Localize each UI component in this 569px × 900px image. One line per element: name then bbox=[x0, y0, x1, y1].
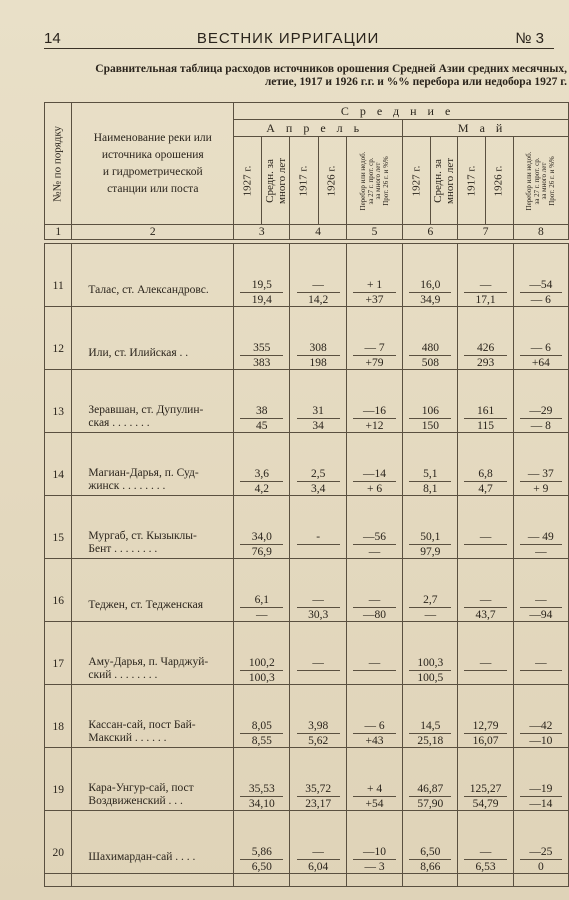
cell-apr bbox=[234, 307, 290, 370]
subheader-april-y1917: 1917 г. bbox=[290, 137, 318, 225]
value-top: — bbox=[464, 593, 506, 608]
value-top: — bbox=[520, 656, 562, 671]
cell-apr-17-26 bbox=[290, 244, 346, 307]
journal-title: ВЕСТНИК ИРРИГАЦИИ bbox=[196, 29, 380, 47]
value-bottom: — 6 bbox=[530, 294, 551, 306]
table-row bbox=[45, 496, 569, 559]
column-number: 1 bbox=[45, 225, 72, 240]
river-name-line: Магиан-Дарья, п. Суд- bbox=[88, 467, 199, 479]
cell-apr-pct bbox=[346, 433, 402, 496]
cell-may-pct bbox=[513, 244, 568, 307]
cell-may bbox=[403, 496, 458, 559]
value-top: — bbox=[353, 656, 396, 671]
cell-may bbox=[403, 685, 458, 748]
cell-apr-17-26 bbox=[290, 307, 346, 370]
value-bottom: 6,53 bbox=[475, 861, 496, 873]
river-name-line: Кассан-сай, пост Бай- bbox=[88, 719, 196, 731]
subheader-line: Средн. за bbox=[432, 158, 445, 203]
value-top: 2,7 bbox=[409, 593, 451, 608]
cell-may-pct bbox=[513, 496, 568, 559]
cell-may bbox=[403, 433, 458, 496]
column-number: 6 bbox=[403, 225, 458, 240]
value-bottom: +64 bbox=[531, 357, 550, 369]
river-name-line: Мургаб, ст. Кызыклы- bbox=[88, 530, 197, 542]
value-bottom: 198 bbox=[309, 357, 327, 369]
value-bottom: + 6 bbox=[366, 483, 383, 495]
value-top: 5,86 bbox=[240, 845, 283, 860]
subheader-may-avg bbox=[430, 137, 458, 225]
value-top: 308 bbox=[297, 341, 340, 356]
table-row bbox=[45, 307, 569, 370]
cell-may-17-26 bbox=[458, 685, 513, 748]
value-bottom: +12 bbox=[365, 420, 384, 432]
value-bottom: 57,90 bbox=[417, 798, 444, 810]
row-number: 20 bbox=[52, 847, 64, 859]
value-bottom: 34,9 bbox=[420, 294, 441, 306]
cell-may-17-26 bbox=[458, 559, 513, 622]
row-number: 13 bbox=[52, 406, 64, 418]
value-bottom: 8,1 bbox=[423, 483, 438, 495]
cell-apr bbox=[234, 496, 290, 559]
cell-may-17-26 bbox=[458, 433, 513, 496]
cell-apr-pct bbox=[346, 622, 402, 685]
cell-may bbox=[403, 559, 458, 622]
value-bottom: 115 bbox=[477, 420, 494, 432]
river-name-line: Макский . . . . . . bbox=[88, 732, 167, 744]
value-top: 100,2 bbox=[240, 656, 283, 671]
cell-apr-17-26 bbox=[290, 496, 346, 559]
cell-may-pct bbox=[513, 748, 568, 811]
river-name-line: Талас, ст. Александровс. bbox=[88, 284, 209, 296]
value-top: — bbox=[353, 593, 396, 608]
table-row bbox=[45, 811, 569, 874]
cell-apr-17-26 bbox=[290, 433, 346, 496]
table-row bbox=[45, 244, 569, 307]
row-number: 15 bbox=[52, 532, 64, 544]
row-number: 12 bbox=[52, 343, 64, 355]
value-bottom: 508 bbox=[421, 357, 439, 369]
value-bottom: —80 bbox=[363, 609, 387, 621]
river-name-line: Зеравшан, ст. Дупулин- bbox=[88, 404, 204, 416]
cell-apr-17-26 bbox=[290, 748, 346, 811]
table-row bbox=[45, 685, 569, 748]
cell-may bbox=[403, 748, 458, 811]
value-bottom: +43 bbox=[365, 735, 384, 747]
river-name bbox=[88, 347, 227, 360]
value-bottom: 5,62 bbox=[308, 735, 329, 747]
column-number: 7 bbox=[458, 225, 513, 240]
value-top: 3,98 bbox=[297, 719, 340, 734]
column-number: 5 bbox=[346, 225, 402, 240]
cell-may-pct bbox=[513, 811, 568, 874]
value-bottom: 97,9 bbox=[420, 546, 441, 558]
river-name bbox=[88, 782, 227, 808]
river-name-line: Шахимардан-сай . . . . bbox=[88, 851, 196, 863]
cell-may-17-26 bbox=[458, 748, 513, 811]
value-bottom: — bbox=[535, 546, 547, 558]
column-number: 8 bbox=[513, 225, 568, 240]
cell-may-pct bbox=[513, 685, 568, 748]
cell-apr bbox=[234, 811, 290, 874]
subheader-line: Прот. 26 г. и %% bbox=[547, 155, 556, 206]
river-name-line: Теджен, ст. Тедженская bbox=[88, 599, 203, 611]
row-number-header: №№ по порядку bbox=[45, 103, 72, 225]
cell-may-17-26 bbox=[458, 811, 513, 874]
subheader-may-y1927: 1927 г. bbox=[403, 137, 431, 225]
row-number: 19 bbox=[52, 784, 64, 796]
table-row bbox=[45, 433, 569, 496]
value-top: — bbox=[464, 656, 506, 671]
value-bottom: —94 bbox=[529, 609, 553, 621]
value-top: 16,0 bbox=[409, 278, 451, 293]
value-bottom: 100,5 bbox=[417, 672, 444, 684]
month-header-may: Май bbox=[403, 120, 569, 137]
row-number: 11 bbox=[52, 280, 64, 292]
river-name bbox=[88, 467, 227, 493]
value-bottom: +37 bbox=[365, 294, 384, 306]
subheader-line: Средн. за bbox=[263, 158, 276, 203]
cell-apr-pct bbox=[346, 307, 402, 370]
cell-apr bbox=[234, 244, 290, 307]
cell-apr-pct bbox=[346, 370, 402, 433]
value-top: —25 bbox=[520, 845, 562, 860]
table-row bbox=[45, 370, 569, 433]
cell-may-17-26 bbox=[458, 496, 513, 559]
value-bottom: 17,1 bbox=[475, 294, 496, 306]
value-bottom: 23,17 bbox=[305, 798, 332, 810]
river-name-line: ская . . . . . . . bbox=[88, 417, 150, 429]
row-number: 18 bbox=[52, 721, 64, 733]
river-name-line: Кара-Унгур-сай, пост bbox=[88, 782, 194, 794]
river-name-line: Бент . . . . . . . . bbox=[88, 543, 158, 555]
river-name bbox=[88, 851, 227, 864]
value-top: — 37 bbox=[520, 467, 562, 482]
table-row bbox=[45, 748, 569, 811]
cell-apr-17-26 bbox=[290, 685, 346, 748]
page-number: 14 bbox=[44, 29, 61, 47]
value-top: 125,27 bbox=[464, 782, 506, 797]
value-bottom: 4,7 bbox=[478, 483, 493, 495]
value-bottom: 34 bbox=[312, 420, 324, 432]
value-top: —29 bbox=[520, 404, 562, 419]
cell-apr-pct bbox=[346, 244, 402, 307]
cell-may-pct bbox=[513, 370, 568, 433]
value-top: 106 bbox=[409, 404, 451, 419]
subheader-line: Перебор или недоб. bbox=[524, 151, 533, 210]
value-top: — bbox=[297, 656, 340, 671]
row-number: 16 bbox=[52, 595, 64, 607]
cell-may bbox=[403, 811, 458, 874]
river-name-line: жинск . . . . . . . . bbox=[88, 480, 166, 492]
cell-may bbox=[403, 244, 458, 307]
subheader-line: за 27 г. прот. ср. bbox=[366, 157, 375, 205]
value-bottom: 76,9 bbox=[251, 546, 272, 558]
subheader-line: за много лет bbox=[373, 162, 382, 199]
value-bottom: 0 bbox=[537, 861, 544, 873]
cell-may-pct bbox=[513, 433, 568, 496]
value-bottom: —14 bbox=[529, 798, 553, 810]
value-top: — 49 bbox=[520, 530, 562, 545]
value-top: 35,72 bbox=[297, 782, 340, 797]
value-top: —16 bbox=[353, 404, 396, 419]
value-top: + 1 bbox=[353, 278, 396, 293]
value-top: 6,8 bbox=[464, 467, 506, 482]
caption-line-1: Сравнительная таблица расходов источников орошения Средней Азии средних месячных, bbox=[95, 63, 567, 75]
subheader-april-avg bbox=[262, 137, 290, 225]
row-number: 17 bbox=[52, 658, 64, 670]
value-top: —54 bbox=[520, 278, 562, 293]
value-bottom: 4,2 bbox=[254, 483, 269, 495]
value-top: 38 bbox=[240, 404, 283, 419]
value-bottom: 8,66 bbox=[420, 861, 441, 873]
river-name bbox=[88, 284, 227, 297]
value-bottom: — bbox=[256, 609, 268, 621]
value-bottom: 45 bbox=[256, 420, 268, 432]
value-bottom: 19,4 bbox=[251, 294, 272, 306]
subheader-may-y1917: 1917 г. bbox=[458, 137, 486, 225]
value-bottom: 3,4 bbox=[310, 483, 326, 495]
value-bottom: 6,50 bbox=[251, 861, 272, 873]
subheader-april-y1926: 1926 г. bbox=[318, 137, 346, 225]
table-row bbox=[45, 622, 569, 685]
value-top: 6,50 bbox=[409, 845, 451, 860]
month-header-april: Апрель bbox=[234, 120, 403, 137]
subheader-may-y1926: 1926 г. bbox=[486, 137, 514, 225]
value-bottom: 54,79 bbox=[472, 798, 499, 810]
value-bottom: — bbox=[424, 609, 437, 621]
river-name-line: ский . . . . . . . . bbox=[88, 669, 158, 681]
cell-may-pct bbox=[513, 307, 568, 370]
value-top: 50,1 bbox=[409, 530, 451, 545]
value-bottom: — 3 bbox=[364, 861, 385, 873]
cell-apr bbox=[234, 748, 290, 811]
value-bottom: 30,3 bbox=[308, 609, 329, 621]
river-name-line: Или, ст. Илийская . . bbox=[88, 347, 189, 359]
value-bottom: 16,07 bbox=[472, 735, 499, 747]
value-bottom: 25,18 bbox=[417, 735, 444, 747]
value-top: 480 bbox=[409, 341, 451, 356]
value-bottom: 34,10 bbox=[248, 798, 275, 810]
discharge-table bbox=[44, 102, 569, 887]
value-top: —42 bbox=[520, 719, 562, 734]
value-bottom: +79 bbox=[365, 357, 384, 369]
value-bottom: 293 bbox=[476, 357, 495, 369]
value-top: - bbox=[297, 530, 340, 545]
value-top: 100,3 bbox=[409, 656, 451, 671]
subheader-line: за 27 г. прот. ср. bbox=[532, 157, 541, 205]
group-header-averages: Средние bbox=[234, 103, 569, 120]
cell-may-17-26 bbox=[458, 307, 513, 370]
value-top: 31 bbox=[297, 404, 340, 419]
table-row bbox=[45, 559, 569, 622]
value-bottom: 150 bbox=[421, 420, 439, 432]
subheader-line: Перебор или недоб. bbox=[358, 151, 367, 210]
river-name-header-line: станции или поста bbox=[107, 182, 199, 195]
cell-may-pct bbox=[513, 622, 568, 685]
river-name bbox=[88, 719, 227, 745]
value-top: —56 bbox=[353, 530, 396, 545]
value-top: — bbox=[297, 845, 340, 860]
value-top: 2,5 bbox=[297, 467, 340, 482]
running-header bbox=[44, 28, 544, 48]
cell-may-17-26 bbox=[458, 370, 513, 433]
cell-apr-pct bbox=[346, 496, 402, 559]
value-top: 3,6 bbox=[240, 467, 283, 482]
subheader-line: много лет bbox=[444, 157, 457, 204]
value-top: — bbox=[520, 593, 562, 608]
value-top: 6,1 bbox=[240, 593, 283, 608]
cell-apr-17-26 bbox=[290, 622, 346, 685]
river-name-header-line: Наименование реки или bbox=[93, 131, 212, 144]
value-top: 34,0 bbox=[240, 530, 283, 545]
value-bottom: + 9 bbox=[533, 483, 549, 495]
subheader-april-pct bbox=[346, 137, 402, 225]
river-name-header-line: источника орошения bbox=[101, 148, 204, 161]
value-top: — 7 bbox=[353, 341, 396, 356]
subheader-april-y1927: 1927 г. bbox=[234, 137, 262, 225]
river-name-header-line: и гидрометрической bbox=[102, 165, 203, 178]
issue-number: № 3 bbox=[515, 29, 544, 47]
value-top: —19 bbox=[520, 782, 562, 797]
value-top: — bbox=[464, 530, 506, 545]
cell-may bbox=[403, 307, 458, 370]
caption-line-2: летие, 1917 и 1926 г.г. и %% перебора или недобора 1927 г. bbox=[264, 76, 567, 88]
value-bottom: 8,55 bbox=[251, 735, 272, 747]
value-bottom: 43,7 bbox=[475, 609, 496, 621]
value-top: — 6 bbox=[520, 341, 562, 356]
value-bottom: — 8 bbox=[530, 420, 551, 432]
value-top: 12,79 bbox=[464, 719, 506, 734]
cell-apr bbox=[234, 370, 290, 433]
river-name-line: Аму-Дарья, п. Чарджуй- bbox=[88, 656, 209, 668]
cell-may-17-26 bbox=[458, 244, 513, 307]
value-top: 35,53 bbox=[240, 782, 283, 797]
value-bottom: 14,2 bbox=[308, 294, 329, 306]
value-top: — bbox=[464, 845, 506, 860]
column-number: 4 bbox=[290, 225, 346, 240]
value-top: 426 bbox=[464, 341, 506, 356]
cell-apr-17-26 bbox=[290, 370, 346, 433]
value-top: — 6 bbox=[353, 719, 396, 734]
cell-apr bbox=[234, 559, 290, 622]
cell-may-17-26 bbox=[458, 622, 513, 685]
value-top: — bbox=[297, 278, 340, 293]
value-bottom: +54 bbox=[365, 798, 384, 810]
row-number: 14 bbox=[52, 469, 64, 481]
cell-apr-pct bbox=[346, 748, 402, 811]
value-top: —14 bbox=[353, 467, 396, 482]
cell-may-pct bbox=[513, 559, 568, 622]
value-bottom: — bbox=[368, 546, 381, 558]
river-name-line: Воздвиженский . . . bbox=[88, 795, 183, 807]
cell-apr-pct bbox=[346, 559, 402, 622]
value-top: 19,5 bbox=[240, 278, 283, 293]
value-top: —10 bbox=[353, 845, 396, 860]
column-number: 3 bbox=[234, 225, 290, 240]
value-top: 161 bbox=[464, 404, 506, 419]
cell-apr bbox=[234, 433, 290, 496]
value-top: 5,1 bbox=[409, 467, 451, 482]
value-top: 46,87 bbox=[409, 782, 451, 797]
river-name-header bbox=[72, 103, 234, 225]
subheader-line: Прот. 26 г. и %% bbox=[381, 155, 390, 206]
header-rule bbox=[44, 48, 554, 49]
cell-apr-17-26 bbox=[290, 811, 346, 874]
value-top: 8,05 bbox=[240, 719, 283, 734]
value-top: — bbox=[297, 593, 340, 608]
value-bottom: 6,04 bbox=[308, 861, 329, 873]
cell-apr-17-26 bbox=[290, 559, 346, 622]
table-caption bbox=[46, 63, 567, 89]
cell-apr-pct bbox=[346, 811, 402, 874]
value-top: + 4 bbox=[353, 782, 396, 797]
subheader-line: много лет bbox=[275, 157, 288, 204]
value-bottom: 100,3 bbox=[248, 672, 275, 684]
value-top: 355 bbox=[240, 341, 283, 356]
cell-may bbox=[403, 622, 458, 685]
value-top: — bbox=[464, 278, 506, 293]
river-name bbox=[88, 656, 227, 682]
subheader-line: за много лет bbox=[539, 162, 548, 199]
cell-apr bbox=[234, 622, 290, 685]
cell-apr-pct bbox=[346, 685, 402, 748]
river-name bbox=[88, 404, 227, 430]
value-bottom: —10 bbox=[529, 735, 553, 747]
value-top: 14,5 bbox=[409, 719, 451, 734]
subheader-may-pct bbox=[513, 137, 568, 225]
column-number: 2 bbox=[72, 225, 234, 240]
value-bottom: 383 bbox=[253, 357, 271, 369]
river-name bbox=[88, 530, 227, 556]
cell-may bbox=[403, 370, 458, 433]
cell-apr bbox=[234, 685, 290, 748]
river-name bbox=[88, 599, 227, 612]
